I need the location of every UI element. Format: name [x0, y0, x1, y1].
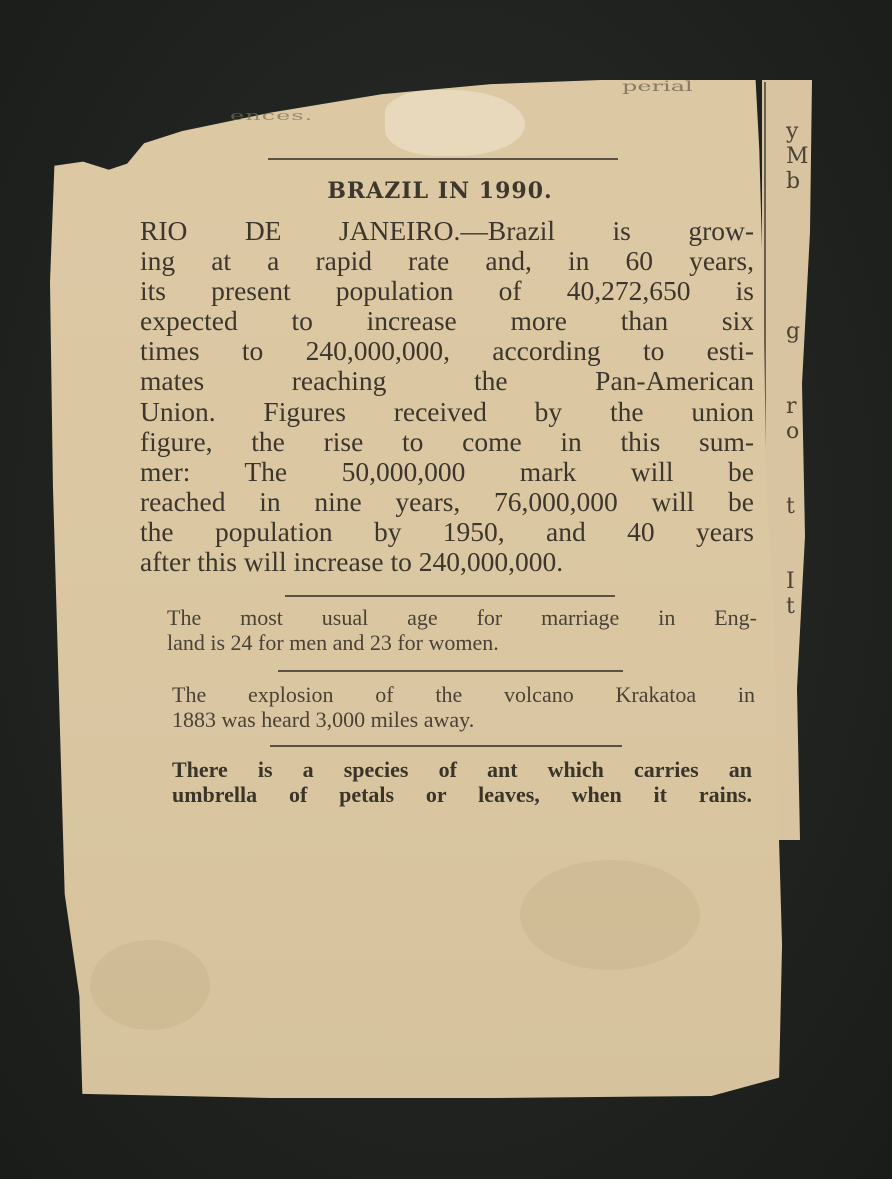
previous-article-fragment-right: perial: [622, 78, 693, 95]
neighbor-letter: r: [786, 394, 797, 419]
filler-line: 1883 was heard 3,000 miles away.: [172, 706, 475, 732]
neighbor-letter: I: [786, 569, 795, 594]
separator-rule: [285, 595, 615, 597]
neighbor-letter: [786, 370, 816, 395]
previous-article-fragment: ences.: [230, 108, 314, 124]
article-line: RIO DE JANEIRO.—Brazil is grow-: [140, 215, 754, 246]
neighbor-letter: [786, 220, 816, 245]
article-line: mates reaching the Pan-American: [140, 365, 754, 397]
article-line: figure, the rise to come in this sum-: [140, 425, 754, 457]
filler-item-ant: [172, 758, 752, 807]
neighbor-letter: t: [786, 494, 795, 519]
neighbor-letter: g: [786, 319, 801, 344]
article-line: expected to increase more than six: [140, 305, 754, 337]
neighbor-letter: [786, 270, 816, 295]
rule-above-headline: [268, 158, 618, 160]
filler-line: umbrella of petals or leaves, when it rains.: [172, 781, 752, 807]
separator-rule: [278, 670, 623, 672]
neighbor-letter: [786, 470, 816, 495]
neighbor-letter: y: [786, 119, 799, 144]
article-line: times to 240,000,000, according to esti-: [140, 335, 754, 367]
neighbor-letter: [786, 545, 816, 570]
filler-line: There is a species of ant which carries an: [172, 757, 752, 782]
article-line: reached in nine years, 76,000,000 will be: [140, 485, 754, 517]
neighbor-letter: o: [786, 419, 800, 444]
paper-stain: [90, 940, 210, 1030]
separator-rule: [270, 745, 622, 747]
article-body: [140, 216, 754, 577]
filler-line: land is 24 for men and 23 for women.: [167, 629, 499, 655]
article-line: the population by 1950, and 40 years: [140, 515, 754, 547]
neighbor-letter: M: [786, 144, 809, 169]
neighbor-letter: [786, 295, 816, 320]
article-line: ing at a rapid rate and, in 60 years,: [140, 245, 754, 277]
filler-item-marriage: [167, 606, 757, 655]
article-line: its present population of 40,272,650 is: [140, 275, 754, 307]
neighbor-letter: b: [786, 169, 801, 194]
article-line: Union. Figures received by the union: [140, 395, 754, 427]
neighbor-letter: [786, 445, 816, 470]
filler-line: The explosion of the volcano Krakatoa in: [172, 682, 755, 707]
article-headline: BRAZIL IN 1990.: [327, 178, 553, 204]
neighbor-letter: t: [786, 594, 795, 619]
neighbor-column-text: [786, 120, 816, 620]
torn-paper-spot: [385, 90, 525, 156]
filler-item-krakatoa: [172, 683, 755, 732]
filler-line: The most usual age for marriage in Eng-: [167, 605, 757, 630]
neighbor-letter: [786, 520, 816, 545]
neighbor-letter: [786, 345, 816, 370]
article-line: after this will increase to 240,000,000.: [140, 546, 564, 578]
article-line: mer: The 50,000,000 mark will be: [140, 455, 754, 487]
neighbor-letter: [786, 245, 816, 270]
neighbor-letter: [786, 195, 816, 220]
paper-stain: [520, 860, 700, 970]
